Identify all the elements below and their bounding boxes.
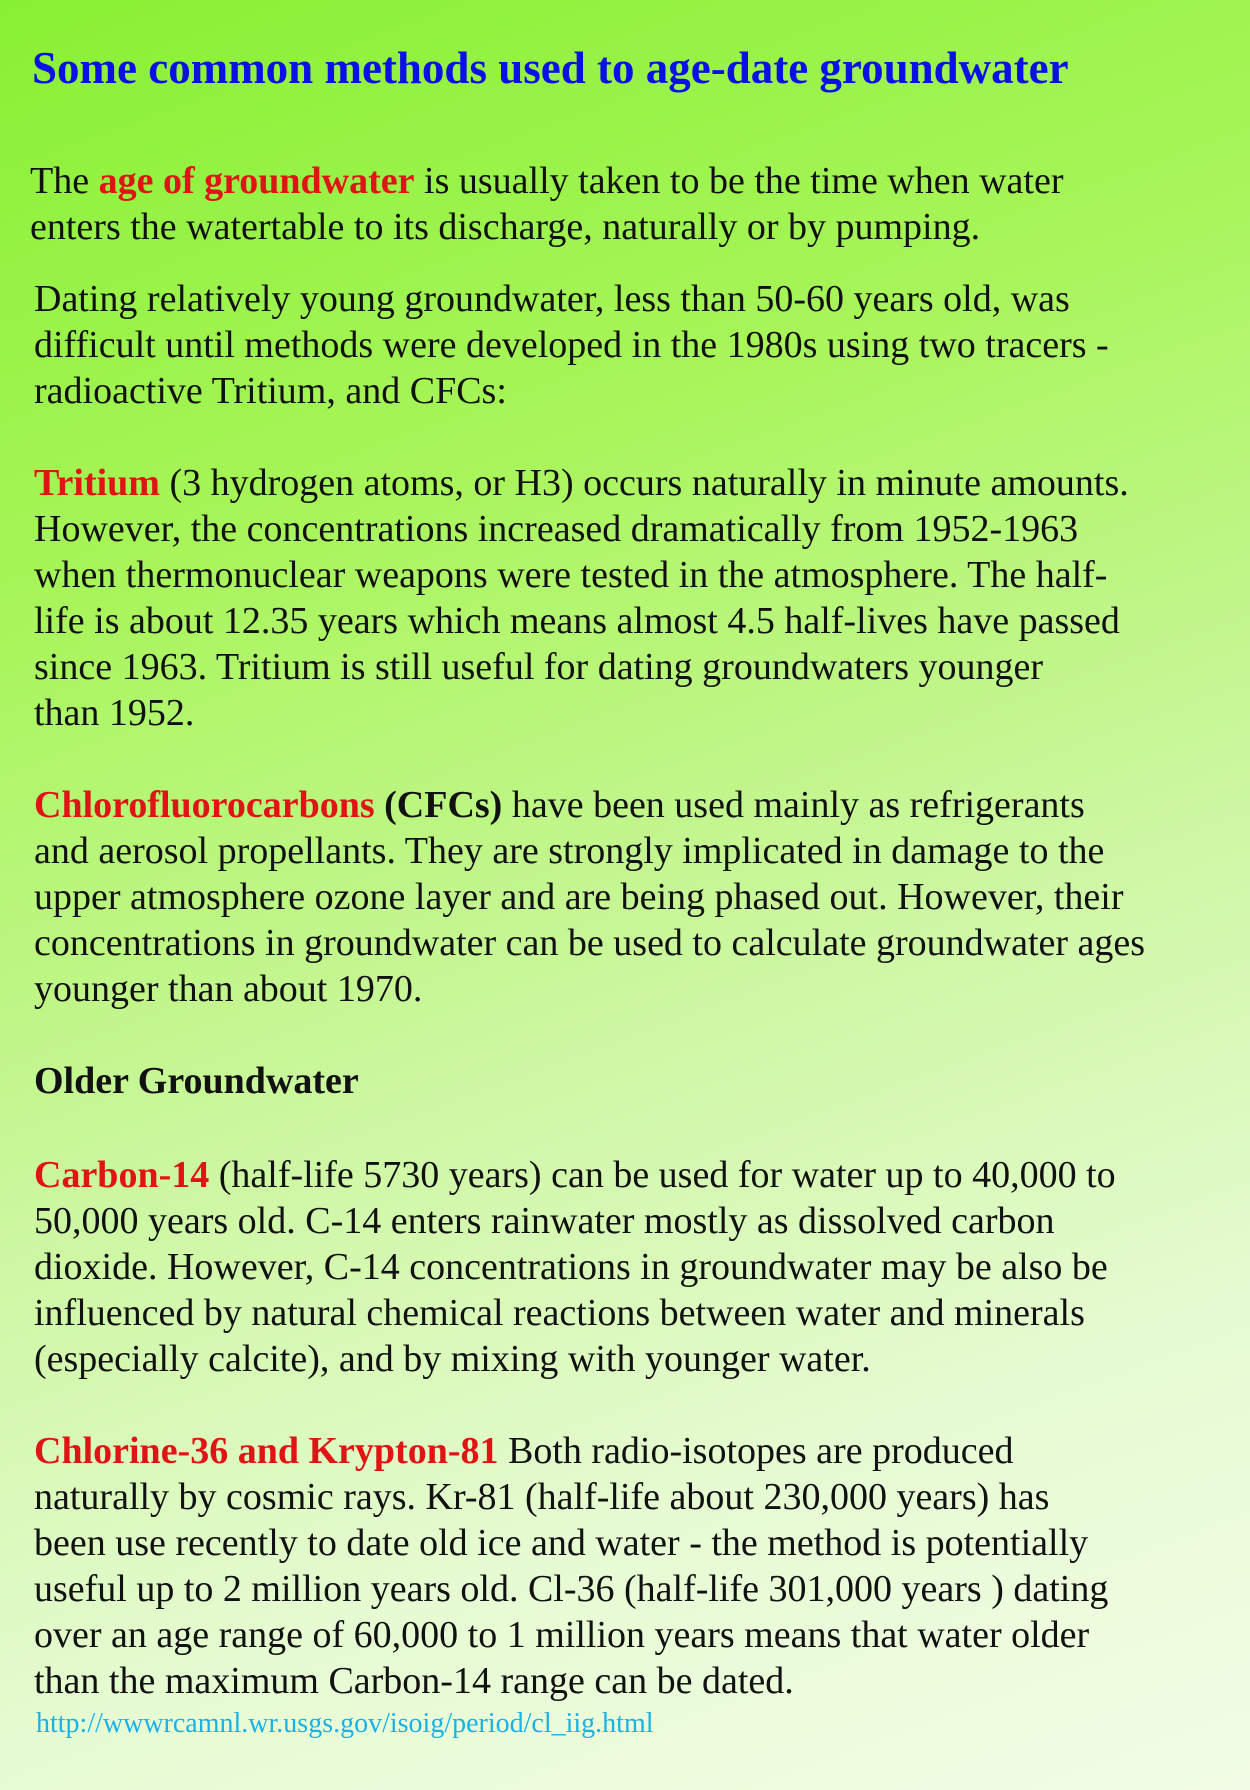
tritium-line: when thermonuclear weapons were tested in the atmosphere. The half-: [34, 554, 1108, 596]
carbon14-line: dioxide. However, C-14 concentrations in groundwater may be also be: [34, 1246, 1108, 1288]
carbon14-line: 50,000 years old. C-14 enters rainwater mostly as dissolved carbon: [34, 1200, 1055, 1242]
cfcs-line: upper atmosphere ozone layer and are being phased out. However, their: [34, 876, 1124, 918]
cfcs-line: and aerosol propellants. They are strongly implicated in damage to the: [34, 830, 1105, 872]
carbon14-paragraph: [34, 1152, 1116, 1382]
chlorine-krypton-line: than the maximum Carbon-14 range can be dated.: [34, 1660, 794, 1702]
carbon14-term: Carbon-14: [34, 1154, 210, 1196]
cfcs-term: Chlorofluorocarbons: [34, 784, 375, 826]
cfcs-line: have been used mainly as refrigerants: [502, 784, 1085, 826]
cfcs-abbrev: (CFCs): [374, 784, 503, 826]
chlorine-krypton-line: over an age range of 60,000 to 1 million years means that water older: [34, 1614, 1090, 1656]
young-dating-line: difficult until methods were developed in the 1980s using two tracers -: [34, 324, 1109, 366]
intro-line: enters the watertable to its discharge, naturally or by pumping.: [30, 206, 981, 248]
cfcs-paragraph: [34, 782, 1145, 1012]
cfcs-line: younger than about 1970.: [34, 968, 423, 1010]
carbon14-line: (especially calcite), and by mixing with younger water.: [34, 1338, 871, 1380]
chlorine-krypton-line: useful up to 2 million years old. Cl-36 (half-life 301,000 years ) dating: [34, 1568, 1109, 1610]
intro-pre: The: [30, 160, 99, 202]
tritium-line: life is about 12.35 years which means almost 4.5 half-lives have passed: [34, 600, 1120, 642]
young-dating-paragraph: [34, 276, 1109, 414]
tritium-line: since 1963. Tritium is still useful for dating groundwaters younger: [34, 646, 1044, 688]
chlorine-krypton-line: naturally by cosmic rays. Kr-81 (half-life about 230,000 years) has: [34, 1476, 1050, 1518]
tritium-paragraph: [34, 460, 1129, 736]
tritium-term: Tritium: [34, 462, 160, 504]
page-title: Some common methods used to age-date groundwater: [32, 43, 1069, 93]
source-link[interactable]: http://wwwrcamnl.wr.usgs.gov/isoig/period/cl_iig.html: [36, 1708, 654, 1739]
intro-paragraph: [30, 158, 1064, 250]
carbon14-line: influenced by natural chemical reactions between water and minerals: [34, 1292, 1085, 1334]
tritium-line: than 1952.: [34, 692, 195, 734]
chlorine-krypton-term: Chlorine-36 and Krypton-81: [34, 1430, 499, 1472]
chlorine-krypton-line: been use recently to date old ice and water - the method is potentially: [34, 1522, 1089, 1564]
cfcs-line: concentrations in groundwater can be used to calculate groundwater ages: [34, 922, 1146, 964]
tritium-line: (3 hydrogen atoms, or H3) occurs naturally in minute amounts.: [159, 462, 1129, 504]
chlorine-krypton-line: Both radio-isotopes are produced: [498, 1430, 1014, 1472]
intro-line: is usually taken to be the time when water: [414, 160, 1064, 202]
carbon14-line: (half-life 5730 years) can be used for water up to 40,000 to: [209, 1154, 1116, 1196]
intro-highlight: age of groundwater: [98, 160, 415, 202]
young-dating-line: Dating relatively young groundwater, less than 50-60 years old, was: [34, 278, 1070, 320]
tritium-line: However, the concentrations increased dramatically from 1952-1963: [34, 508, 1079, 550]
older-groundwater-heading: Older Groundwater: [34, 1060, 359, 1102]
chlorine-krypton-paragraph: [34, 1428, 1108, 1704]
young-dating-line: radioactive Tritium, and CFCs:: [34, 370, 507, 412]
